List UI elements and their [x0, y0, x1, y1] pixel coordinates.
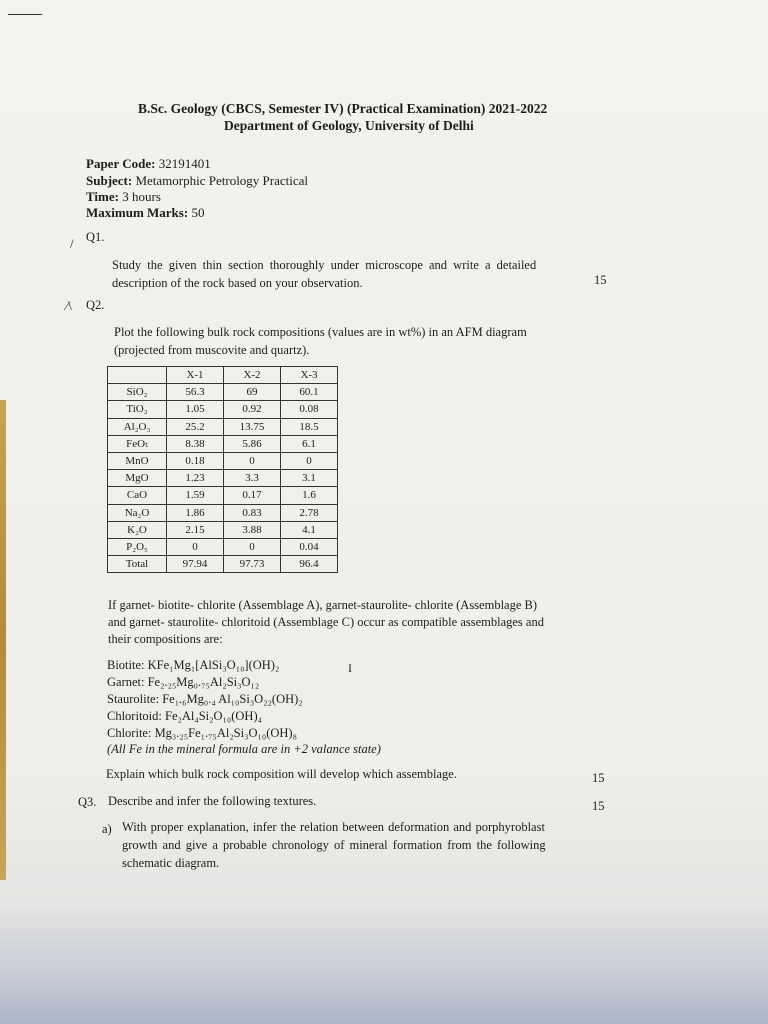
value-cell: 60.1 [281, 384, 338, 401]
table-header-cell: X-2 [224, 367, 281, 384]
value-cell: 2.15 [167, 521, 224, 538]
mineral-chloritoid: Chloritoid: Fe₂Al₄Si₂O₁₀(OH)₄ [107, 709, 262, 723]
value-cell: 18.5 [281, 418, 338, 435]
q1-tick-mark: / [70, 236, 74, 251]
oxide-cell: Total [108, 556, 167, 573]
value-cell: 3.3 [224, 470, 281, 487]
value-cell: 0.83 [224, 504, 281, 521]
value-cell: 1.05 [167, 401, 224, 418]
q2-marks: 15 [592, 771, 605, 785]
table-row [108, 401, 338, 418]
value-cell: 0.04 [281, 538, 338, 555]
time-value: 3 hours [122, 189, 161, 204]
department-title: Department of Geology, University of Delhi [224, 118, 474, 133]
q1-text-line2: description of the rock based on your observation. [112, 276, 363, 290]
table-header-cell: X-1 [167, 367, 224, 384]
ink-scratch [8, 14, 42, 15]
oxide-cell: TiO₂ [108, 401, 167, 418]
value-cell: 1.59 [167, 487, 224, 504]
value-cell: 1.23 [167, 470, 224, 487]
q2-para-line1: If garnet- biotite- chlorite (Assemblage A), garnet-staurolite- chlorite (Assemblage B) [108, 598, 538, 612]
value-cell: 4.1 [281, 521, 338, 538]
value-cell: 0 [167, 538, 224, 555]
value-cell: 56.3 [167, 384, 224, 401]
time-line [86, 189, 161, 205]
value-cell: 13.75 [224, 418, 281, 435]
q1-marks: 15 [594, 273, 607, 287]
oxide-cell: SiO₂ [108, 384, 167, 401]
mineral-staurolite: Staurolite: Fe₁.₆Mg₀.₄ Al₁₀Si₃O₂₂(OH)₂ [107, 692, 303, 706]
q1-number: Q1. [86, 230, 105, 244]
paper-code-label: Paper Code: [86, 156, 156, 171]
subject-line [86, 173, 308, 189]
max-marks-value: 50 [191, 205, 205, 220]
value-cell: 97.94 [167, 556, 224, 573]
mineral-biotite: Biotite: KFe₁Mg₁[AlSi₃O₁₀](OH)₂ [107, 658, 280, 672]
oxide-cell: CaO [108, 487, 167, 504]
mineral-garnet: Garnet: Fe₂.₂₅Mg₀.₇₅Al₂Si₃O₁₂ [107, 675, 260, 689]
value-cell: 96.4 [281, 556, 338, 573]
oxide-cell: Al₂O₃ [108, 418, 167, 435]
subject-value: Metamorphic Petrology Practical [135, 173, 309, 188]
table-row [108, 487, 338, 504]
table-row [108, 556, 338, 573]
subject-label: Subject: [86, 173, 133, 188]
value-cell: 97.73 [224, 556, 281, 573]
table-header-cell [108, 367, 167, 384]
q2-text-line1: Plot the following bulk rock compositions (values are in wt%) in an AFM diagram [114, 325, 527, 339]
value-cell: 3.88 [224, 521, 281, 538]
table-header-cell: X-3 [281, 367, 338, 384]
value-cell: 0.17 [224, 487, 281, 504]
oxide-cell: MnO [108, 452, 167, 469]
mineral-chlorite: Chlorite: Mg₃.₂₅Fe₁.₇₅Al₂Si₃O₁₀(OH)₈ [107, 726, 297, 740]
photo-shadow [0, 904, 768, 1024]
value-cell: 0 [224, 452, 281, 469]
oxide-cell: K₂O [108, 521, 167, 538]
composition-table [107, 366, 338, 573]
q2-explain: Explain which bulk rock composition will develop which assemblage. [106, 767, 457, 781]
value-cell: 0.92 [224, 401, 281, 418]
max-marks-label: Maximum Marks: [86, 205, 189, 220]
q3a-line2: growth and give a probable chronology of mineral formation from the following [122, 838, 546, 852]
table-row [108, 384, 338, 401]
table-row [108, 435, 338, 452]
q3-number: Q3. [78, 795, 97, 809]
paper-code-line [86, 156, 211, 172]
table-row [108, 504, 338, 521]
q3a-line3: schematic diagram. [122, 856, 220, 870]
q2-text-line2: (projected from muscovite and quartz). [114, 343, 310, 357]
q2-para-line3: their compositions are: [108, 632, 223, 646]
value-cell: 0.08 [281, 401, 338, 418]
value-cell: 0.18 [167, 452, 224, 469]
q3a-label: a) [102, 822, 112, 836]
value-cell: 3.1 [281, 470, 338, 487]
table-row [108, 470, 338, 487]
q2-tick-mark: ⁄\ [66, 298, 72, 313]
q3-text: Describe and infer the following textures. [108, 794, 317, 808]
table-header-row [108, 367, 338, 384]
value-cell: 0 [224, 538, 281, 555]
table-row [108, 538, 338, 555]
q1-text-line1: Study the given thin section thoroughly under microscope and write a detailed [112, 258, 537, 272]
table-row [108, 418, 338, 435]
value-cell: 0 [281, 452, 338, 469]
paper-code-value: 32191401 [158, 156, 211, 171]
table-row [108, 452, 338, 469]
value-cell: 1.86 [167, 504, 224, 521]
page-edge [0, 400, 6, 880]
q3a-line1: With proper explanation, infer the relation between deformation and porphyroblast [122, 820, 545, 834]
value-cell: 25.2 [167, 418, 224, 435]
q3-marks: 15 [592, 799, 605, 813]
q2-number: Q2. [86, 298, 105, 312]
oxide-cell: MgO [108, 470, 167, 487]
fe-valence-note: (All Fe in the mineral formula are in +2 valance state) [107, 742, 381, 756]
exam-title: B.Sc. Geology (CBCS, Semester IV) (Practical Examination) 2021-2022 [138, 101, 548, 116]
stray-mark: I [348, 661, 352, 675]
oxide-cell: P₂O₅ [108, 538, 167, 555]
table-row [108, 521, 338, 538]
max-marks-line [86, 205, 204, 221]
oxide-cell: FeOₜ [108, 435, 167, 452]
value-cell: 5.86 [224, 435, 281, 452]
oxide-cell: Na₂O [108, 504, 167, 521]
time-label: Time: [86, 189, 119, 204]
value-cell: 2.78 [281, 504, 338, 521]
value-cell: 1.6 [281, 487, 338, 504]
value-cell: 69 [224, 384, 281, 401]
value-cell: 6.1 [281, 435, 338, 452]
q2-para-line2: and garnet- staurolite- chloritoid (Assemblage C) occur as compatible assemblages and [108, 615, 544, 629]
value-cell: 8.38 [167, 435, 224, 452]
